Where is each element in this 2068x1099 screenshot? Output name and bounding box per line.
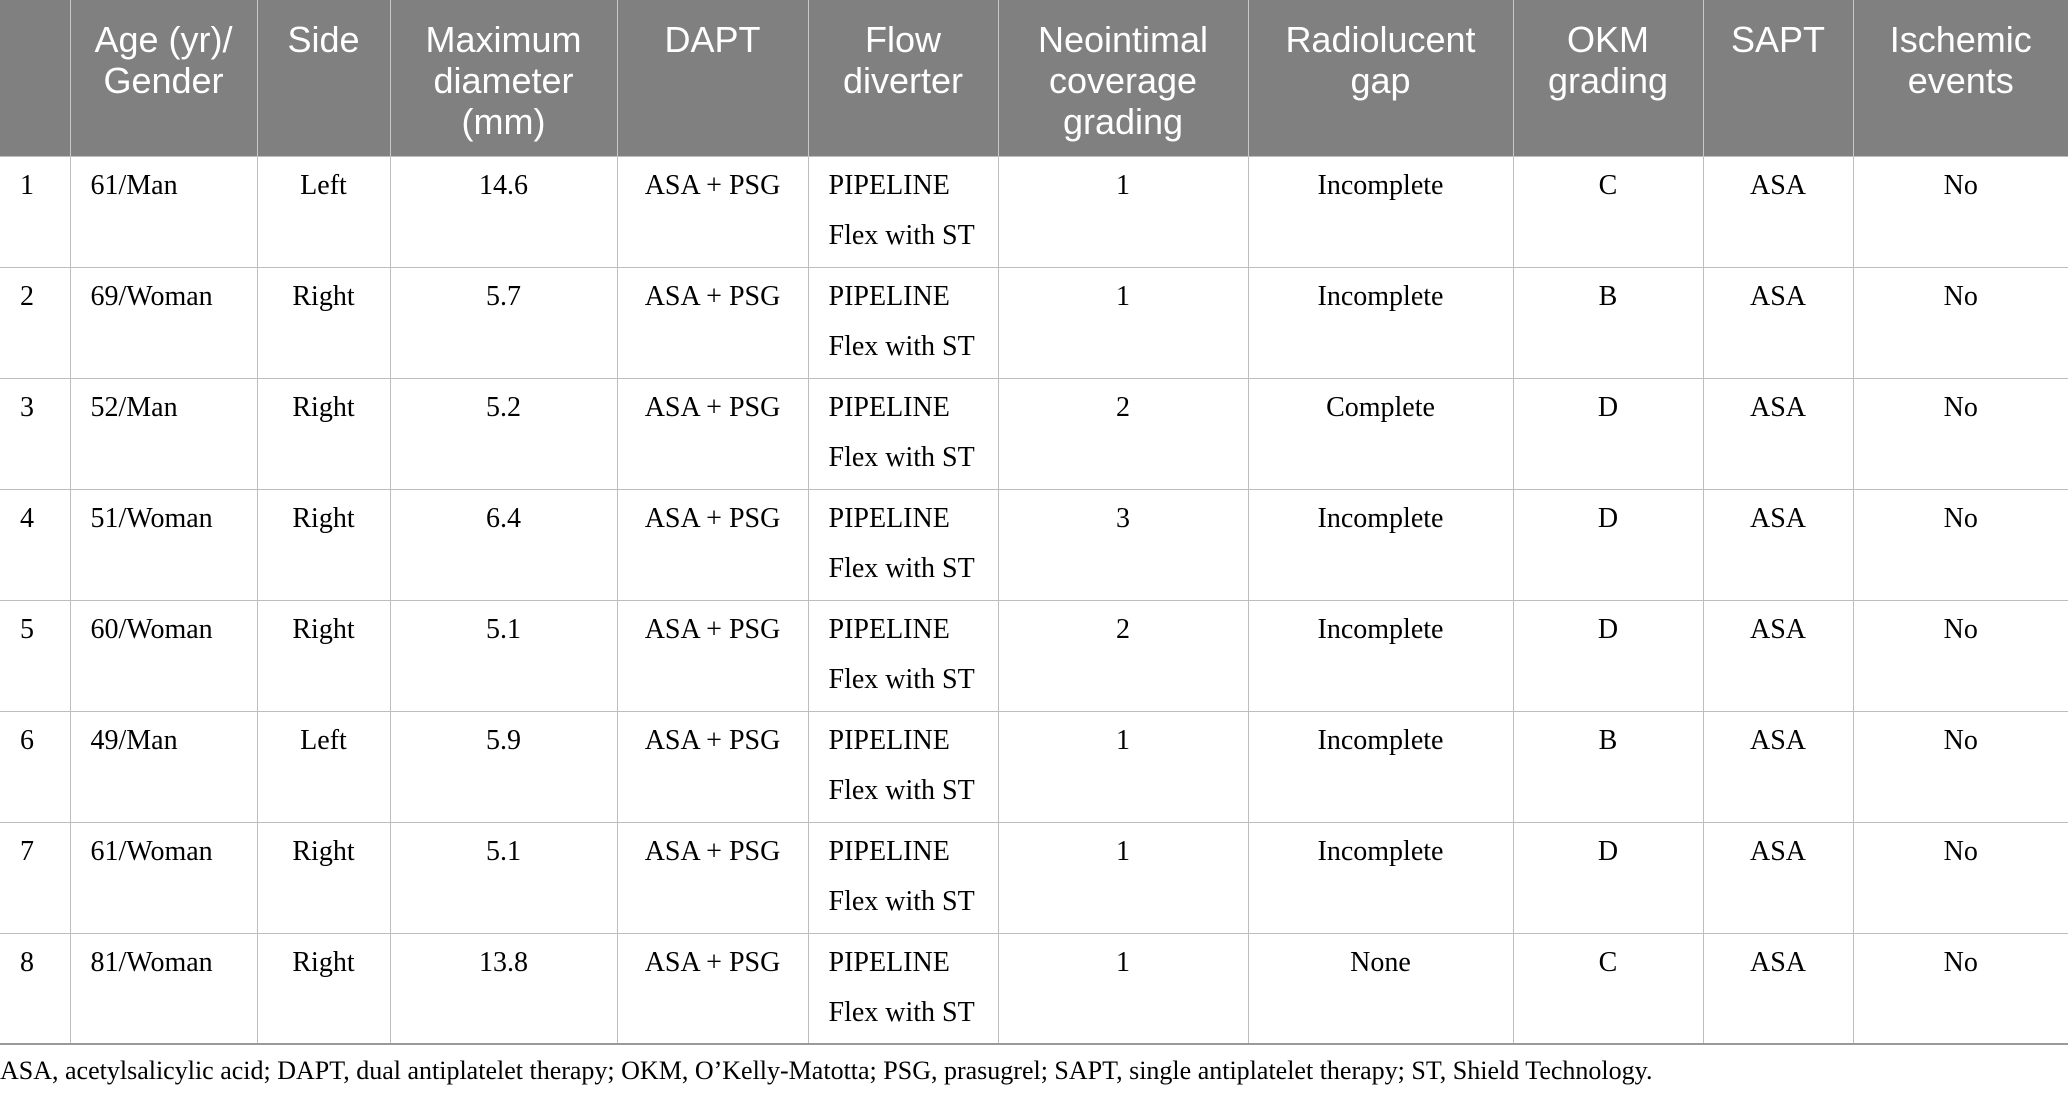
cell-dapt: ASA + PSG — [617, 600, 808, 711]
cell-ischemic-events: No — [1853, 933, 2068, 1044]
cell-okm-grading: C — [1513, 933, 1703, 1044]
cell-sapt: ASA — [1703, 489, 1853, 600]
cell-dapt: ASA + PSG — [617, 267, 808, 378]
table-row — [0, 822, 2068, 933]
header-okm-grading: OKM grading — [1513, 0, 1703, 156]
cell-okm-grading: D — [1513, 822, 1703, 933]
cell-side: Left — [257, 156, 390, 267]
cell-sapt: ASA — [1703, 711, 1853, 822]
cell-flow-diverter — [808, 378, 998, 489]
cell-neointimal-coverage: 3 — [998, 489, 1248, 600]
cell-ischemic-events: No — [1853, 711, 2068, 822]
cell-dapt: ASA + PSG — [617, 933, 808, 1044]
cell-dapt: ASA + PSG — [617, 378, 808, 489]
cell-side: Right — [257, 933, 390, 1044]
cell-age-gender: 52/Man — [70, 378, 257, 489]
cell-neointimal-coverage: 1 — [998, 156, 1248, 267]
cell-radiolucent-gap: None — [1248, 933, 1513, 1044]
cell-flow-diverter — [808, 600, 998, 711]
cell-max-diameter: 5.1 — [390, 600, 617, 711]
cell-sapt: ASA — [1703, 933, 1853, 1044]
table-body — [0, 156, 2068, 1044]
flow-diverter-line-2: Flex with ST — [828, 885, 975, 917]
header-side: Side — [257, 0, 390, 156]
table-header — [0, 0, 2068, 156]
cell-okm-grading: C — [1513, 156, 1703, 267]
cell-neointimal-coverage: 1 — [998, 933, 1248, 1044]
cell-dapt: ASA + PSG — [617, 489, 808, 600]
cell-flow-diverter — [808, 156, 998, 267]
cell-sapt: ASA — [1703, 822, 1853, 933]
cell-ischemic-events: No — [1853, 156, 2068, 267]
cell-age-gender: 81/Woman — [70, 933, 257, 1044]
table-row — [0, 933, 2068, 1044]
cell-age-gender: 61/Man — [70, 156, 257, 267]
cell-index: 5 — [0, 600, 70, 711]
cell-age-gender: 60/Woman — [70, 600, 257, 711]
cell-radiolucent-gap: Incomplete — [1248, 489, 1513, 600]
cell-age-gender: 49/Man — [70, 711, 257, 822]
cell-radiolucent-gap: Incomplete — [1248, 267, 1513, 378]
cell-side: Right — [257, 600, 390, 711]
flow-diverter-line-2: Flex with ST — [828, 552, 975, 584]
cell-index: 2 — [0, 267, 70, 378]
cell-neointimal-coverage: 1 — [998, 711, 1248, 822]
table-row — [0, 267, 2068, 378]
cell-radiolucent-gap: Incomplete — [1248, 156, 1513, 267]
cell-flow-diverter — [808, 711, 998, 822]
cell-side: Right — [257, 378, 390, 489]
cell-radiolucent-gap: Incomplete — [1248, 822, 1513, 933]
cell-side: Right — [257, 489, 390, 600]
flow-diverter-line-1: PIPELINE — [828, 946, 950, 978]
table-row — [0, 378, 2068, 489]
flow-diverter-line-1: PIPELINE — [828, 835, 950, 867]
cell-dapt: ASA + PSG — [617, 156, 808, 267]
flow-diverter-line-1: PIPELINE — [828, 391, 950, 423]
cell-neointimal-coverage: 1 — [998, 822, 1248, 933]
cell-age-gender: 61/Woman — [70, 822, 257, 933]
cell-max-diameter: 5.9 — [390, 711, 617, 822]
cell-sapt: ASA — [1703, 378, 1853, 489]
cell-neointimal-coverage: 1 — [998, 267, 1248, 378]
cell-okm-grading: D — [1513, 600, 1703, 711]
cell-flow-diverter — [808, 267, 998, 378]
header-sapt: SAPT — [1703, 0, 1853, 156]
header-radiolucent-gap: Radiolucent gap — [1248, 0, 1513, 156]
header-flow-diverter: Flow diverter — [808, 0, 998, 156]
cell-dapt: ASA + PSG — [617, 822, 808, 933]
cell-age-gender: 69/Woman — [70, 267, 257, 378]
cell-ischemic-events: No — [1853, 822, 2068, 933]
header-index — [0, 0, 70, 156]
cell-radiolucent-gap: Complete — [1248, 378, 1513, 489]
flow-diverter-line-2: Flex with ST — [828, 330, 975, 362]
table-row — [0, 489, 2068, 600]
cell-sapt: ASA — [1703, 600, 1853, 711]
cell-ischemic-events: No — [1853, 489, 2068, 600]
cell-okm-grading: D — [1513, 378, 1703, 489]
flow-diverter-line-1: PIPELINE — [828, 724, 950, 756]
header-ischemic-events: Ischemic events — [1853, 0, 2068, 156]
cell-ischemic-events: No — [1853, 378, 2068, 489]
cell-max-diameter: 5.1 — [390, 822, 617, 933]
cell-max-diameter: 5.2 — [390, 378, 617, 489]
cell-ischemic-events: No — [1853, 267, 2068, 378]
cell-radiolucent-gap: Incomplete — [1248, 600, 1513, 711]
cell-index: 8 — [0, 933, 70, 1044]
cell-okm-grading: B — [1513, 711, 1703, 822]
cell-index: 4 — [0, 489, 70, 600]
flow-diverter-line-1: PIPELINE — [828, 280, 950, 312]
header-dapt: DAPT — [617, 0, 808, 156]
cell-ischemic-events: No — [1853, 600, 2068, 711]
flow-diverter-line-1: PIPELINE — [828, 502, 950, 534]
cell-max-diameter: 13.8 — [390, 933, 617, 1044]
cell-max-diameter: 6.4 — [390, 489, 617, 600]
table-footnote: ASA, acetylsalicylic acid; DAPT, dual antiplatelet therapy; OKM, O’Kelly-Matotta; PSG, prasugrel; SAPT, single antiplatelet therapy; ST, Shield Technology. — [0, 1056, 1653, 1085]
flow-diverter-line-2: Flex with ST — [828, 441, 975, 473]
cell-side: Right — [257, 267, 390, 378]
flow-diverter-line-2: Flex with ST — [828, 219, 975, 251]
table-row — [0, 711, 2068, 822]
cell-flow-diverter — [808, 933, 998, 1044]
cell-age-gender: 51/Woman — [70, 489, 257, 600]
flow-diverter-line-1: PIPELINE — [828, 169, 950, 201]
cell-side: Right — [257, 822, 390, 933]
cell-max-diameter: 14.6 — [390, 156, 617, 267]
cell-index: 6 — [0, 711, 70, 822]
cell-neointimal-coverage: 2 — [998, 600, 1248, 711]
cell-sapt: ASA — [1703, 156, 1853, 267]
cell-flow-diverter — [808, 822, 998, 933]
cell-radiolucent-gap: Incomplete — [1248, 711, 1513, 822]
flow-diverter-line-1: PIPELINE — [828, 613, 950, 645]
header-age-gender: Age (yr)/ Gender — [70, 0, 257, 156]
cell-index: 1 — [0, 156, 70, 267]
header-row — [0, 0, 2068, 156]
cell-okm-grading: D — [1513, 489, 1703, 600]
header-neointimal-coverage: Neointimal coverage grading — [998, 0, 1248, 156]
table-row — [0, 600, 2068, 711]
flow-diverter-line-2: Flex with ST — [828, 996, 975, 1028]
cell-neointimal-coverage: 2 — [998, 378, 1248, 489]
cell-side: Left — [257, 711, 390, 822]
cell-okm-grading: B — [1513, 267, 1703, 378]
table-row — [0, 156, 2068, 267]
cell-index: 7 — [0, 822, 70, 933]
cell-max-diameter: 5.7 — [390, 267, 617, 378]
cell-flow-diverter — [808, 489, 998, 600]
cell-sapt: ASA — [1703, 267, 1853, 378]
header-max-diameter: Maximum diameter (mm) — [390, 0, 617, 156]
cell-index: 3 — [0, 378, 70, 489]
cell-dapt: ASA + PSG — [617, 711, 808, 822]
flow-diverter-line-2: Flex with ST — [828, 663, 975, 695]
flow-diverter-line-2: Flex with ST — [828, 774, 975, 806]
